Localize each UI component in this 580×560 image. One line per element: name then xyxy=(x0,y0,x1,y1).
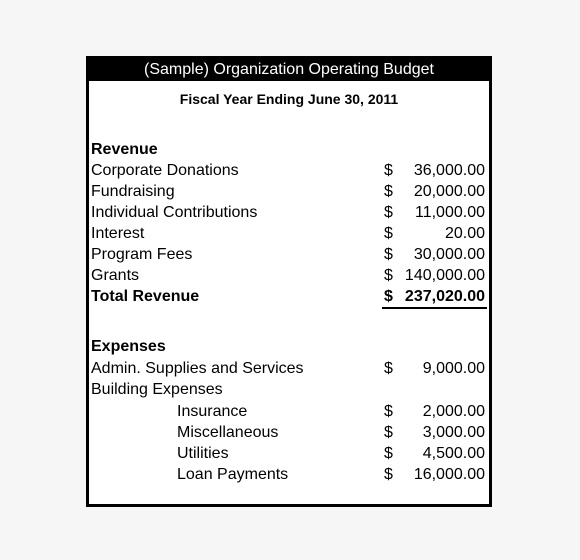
currency-symbol: $ xyxy=(384,204,393,221)
currency-symbol: $ xyxy=(384,403,393,420)
revenue-label: Interest xyxy=(91,225,145,242)
expense-amount: 4,500.00 xyxy=(422,445,485,462)
currency-symbol: $ xyxy=(384,466,393,483)
building-expenses-row xyxy=(89,379,489,400)
total-revenue-row xyxy=(89,286,489,307)
building-expenses-label: Building Expenses xyxy=(91,381,223,398)
revenue-row xyxy=(89,202,489,223)
expense-label: Loan Payments xyxy=(177,466,289,483)
document-title: (Sample) Organization Operating Budget xyxy=(89,59,489,81)
revenue-amount: 140,000.00 xyxy=(404,267,485,284)
currency-symbol: $ xyxy=(384,183,393,200)
currency-symbol: $ xyxy=(384,162,393,179)
revenue-label: Grants xyxy=(91,267,140,284)
revenue-row xyxy=(89,265,489,286)
expense-label: Admin. Supplies and Services xyxy=(91,360,304,377)
revenue-heading-row xyxy=(89,139,489,160)
expense-row xyxy=(89,443,489,464)
total-revenue-amount: 237,020.00 xyxy=(404,288,485,305)
revenue-heading: Revenue xyxy=(91,141,158,158)
currency-symbol: $ xyxy=(384,288,393,305)
expenses-heading: Expenses xyxy=(91,338,166,355)
currency-symbol: $ xyxy=(384,445,393,462)
expense-row xyxy=(89,358,489,379)
expense-amount: 9,000.00 xyxy=(422,360,485,377)
revenue-label: Corporate Donations xyxy=(91,162,239,179)
revenue-row xyxy=(89,181,489,202)
expenses-heading-row xyxy=(89,336,489,357)
expense-label: Utilities xyxy=(177,445,229,462)
fiscal-year-subtitle: Fiscal Year Ending June 30, 2011 xyxy=(179,91,399,107)
expense-amount: 2,000.00 xyxy=(422,403,485,420)
expense-row xyxy=(89,401,489,422)
revenue-row xyxy=(89,244,489,265)
expense-label: Insurance xyxy=(177,403,248,420)
currency-symbol: $ xyxy=(384,424,393,441)
revenue-label: Fundraising xyxy=(91,183,175,200)
revenue-amount: 30,000.00 xyxy=(413,246,485,263)
revenue-amount: 11,000.00 xyxy=(415,204,485,221)
total-revenue-label: Total Revenue xyxy=(91,288,200,305)
currency-symbol: $ xyxy=(384,246,393,263)
revenue-amount: 20.00 xyxy=(444,225,485,242)
expense-row xyxy=(89,422,489,443)
expense-amount: 3,000.00 xyxy=(422,424,485,441)
currency-symbol: $ xyxy=(384,360,393,377)
revenue-label: Program Fees xyxy=(91,246,193,263)
expense-row xyxy=(89,464,489,485)
currency-symbol: $ xyxy=(384,267,393,284)
revenue-amount: 20,000.00 xyxy=(413,183,485,200)
budget-sheet xyxy=(86,56,492,507)
revenue-label: Individual Contributions xyxy=(91,204,258,221)
revenue-amount: 36,000.00 xyxy=(413,162,485,179)
revenue-row xyxy=(89,223,489,244)
revenue-row xyxy=(89,160,489,181)
expense-amount: 16,000.00 xyxy=(413,466,485,483)
expense-label: Miscellaneous xyxy=(177,424,279,441)
total-underline xyxy=(382,307,487,309)
currency-symbol: $ xyxy=(384,225,393,242)
